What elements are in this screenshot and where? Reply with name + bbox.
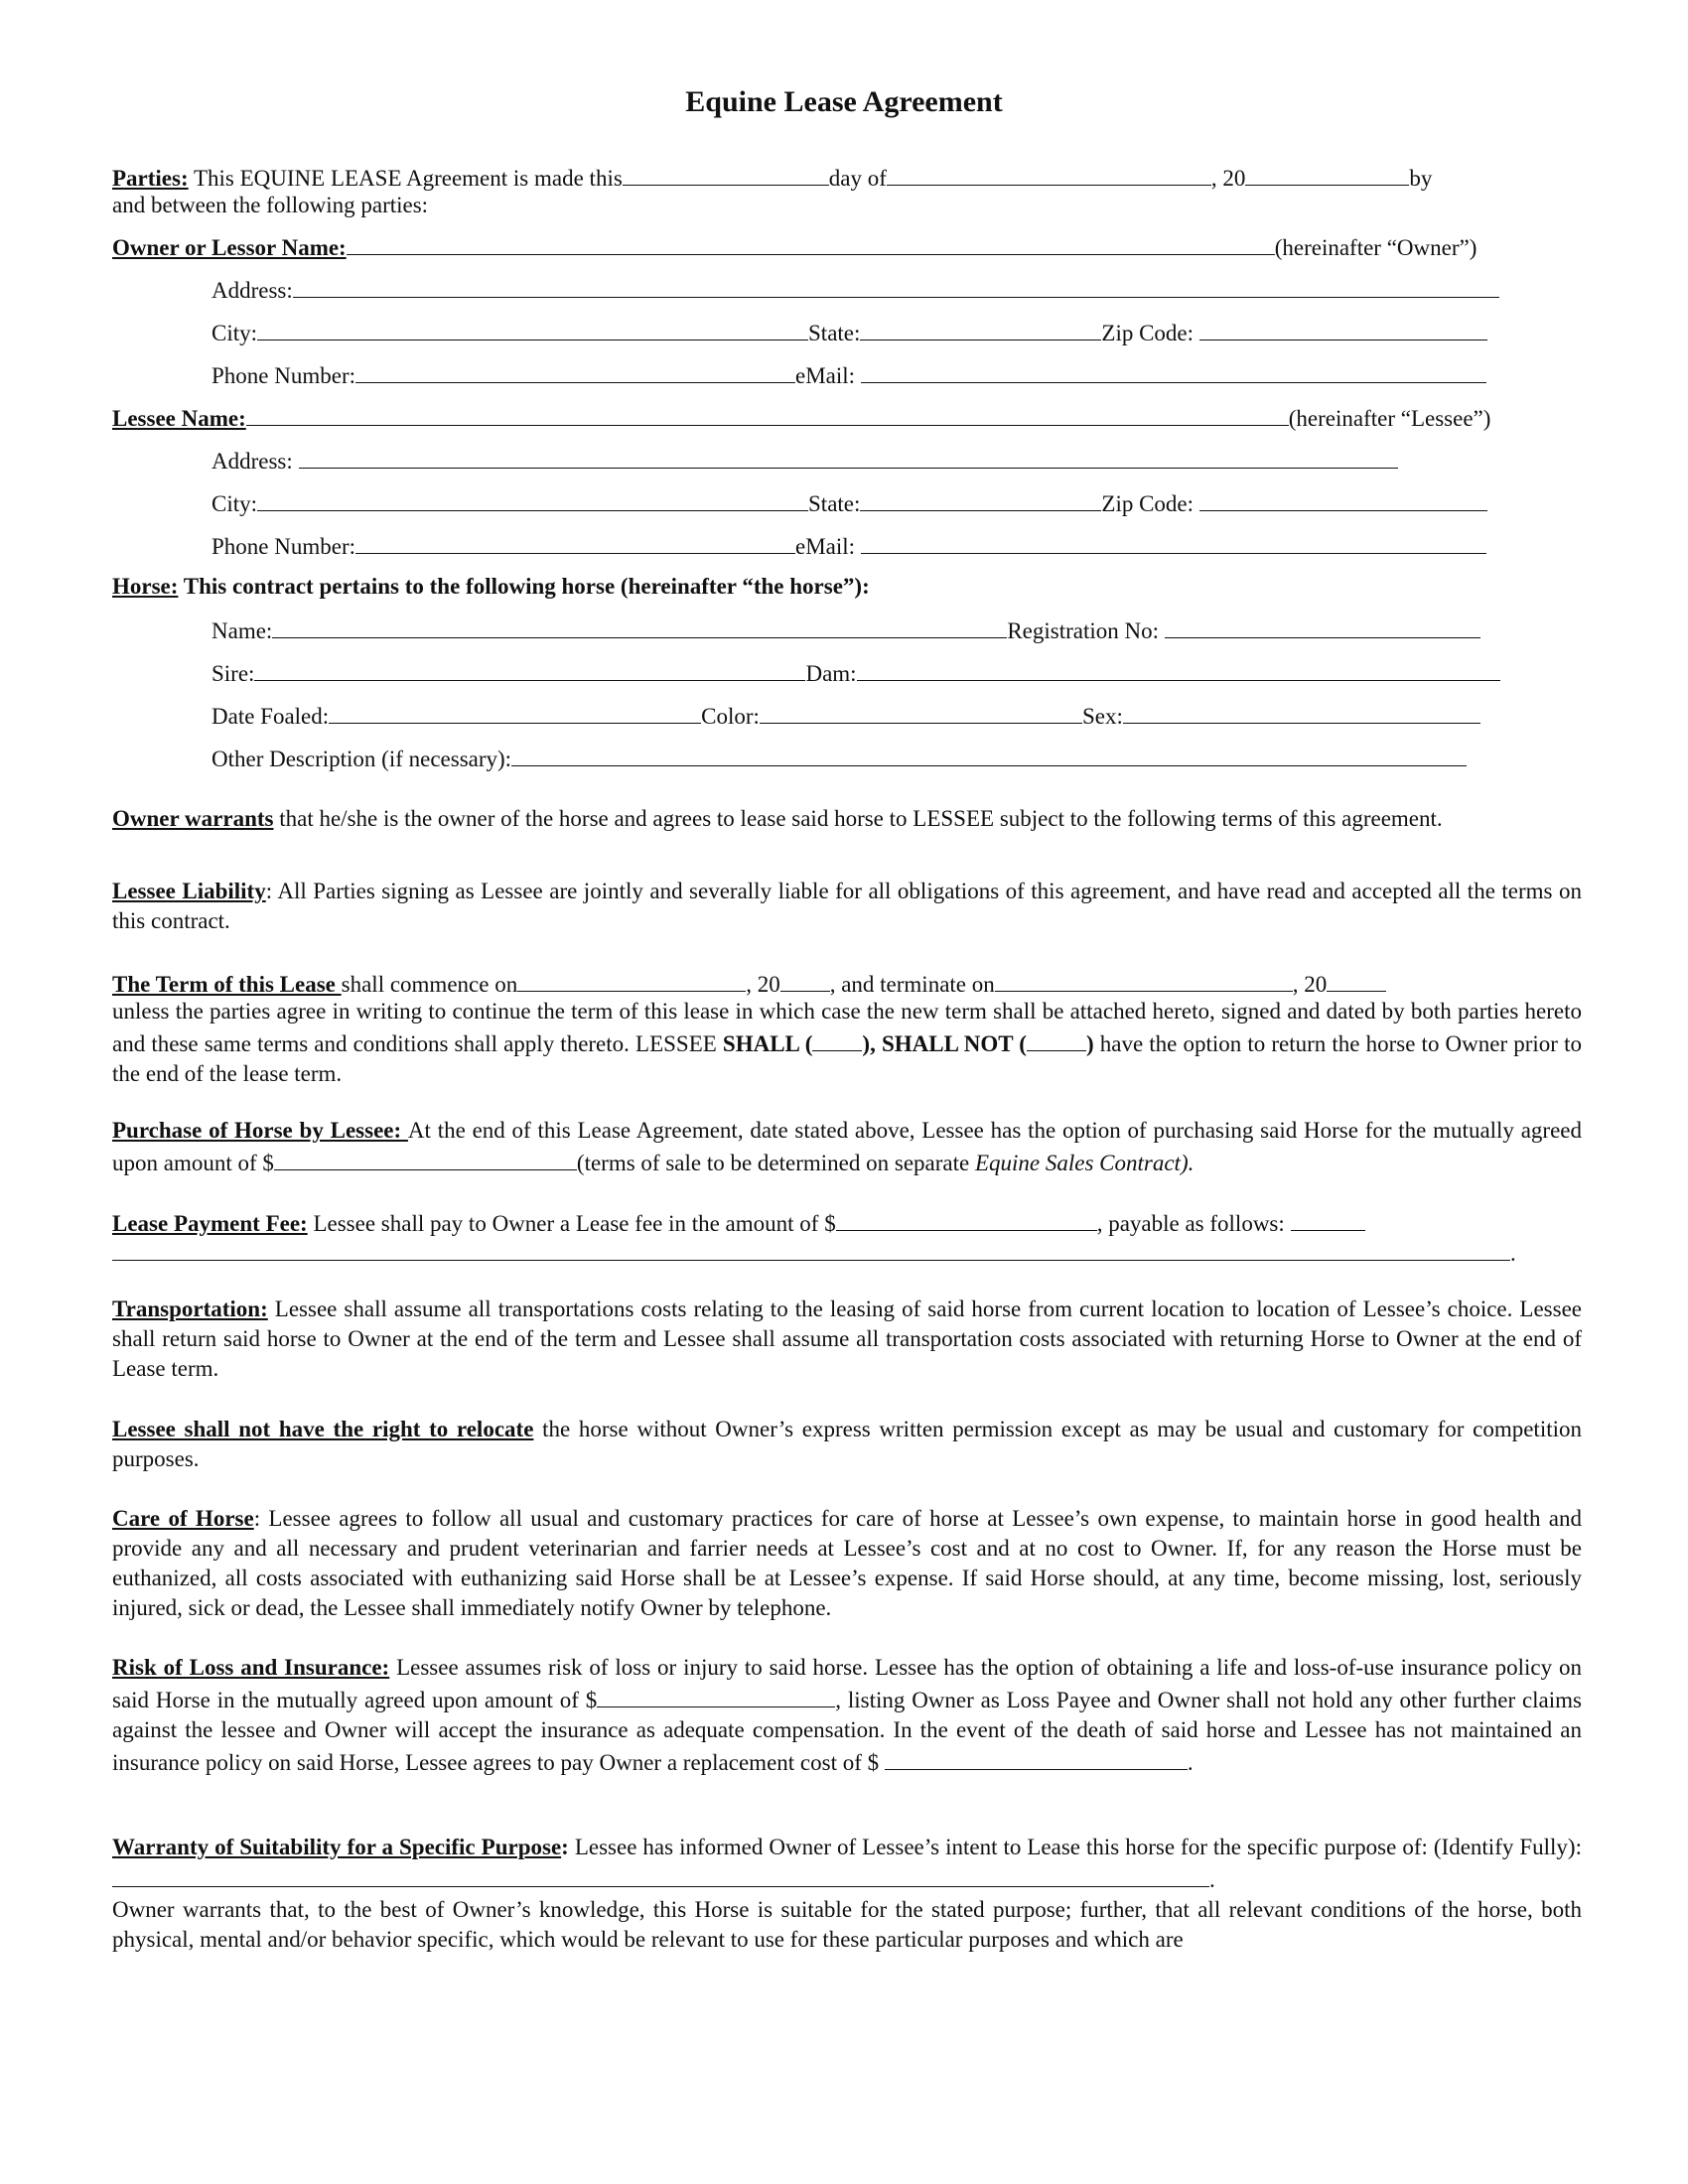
purchase-italic: Equine Sales Contract).	[974, 1151, 1195, 1175]
warranty-heading: Warranty of Suitability for a Specific Purpose	[112, 1835, 562, 1859]
term-text-6: ),	[862, 1031, 882, 1056]
owner-zip-label: Zip Code:	[1101, 321, 1199, 345]
horse-other-label: Other Description (if necessary):	[211, 747, 512, 771]
risk-end: .	[1187, 1750, 1194, 1775]
horse-sire-field[interactable]	[254, 656, 805, 681]
lessee-liability-heading: Lessee Liability	[112, 879, 266, 903]
horse-heading: Horse:	[112, 574, 179, 599]
risk-text-2: , listing Owner as Loss Payee and Owner shall not hold any other further claims against the lessee and Owner will accept the insurance as adequate compensation. In the event of the death of said horse and Lessee has not maintained an insurance policy on said Horse, Lessee agrees to pay Owner a replacement cost of $	[112, 1688, 1582, 1775]
parties-text-1: This EQUINE LEASE Agreement is made this	[188, 166, 623, 191]
fee-line-2	[112, 1236, 1516, 1269]
transport-text: Lessee shall assume all transportations costs relating to the leasing of said horse from current location to location of Lessee’s choice. Lessee shall return said horse to Owner at the end of the term and Lessee shall assume all transportation costs associated with returning Horse to Owner at the end of Lease term.	[112, 1297, 1582, 1381]
owner-email-label: eMail:	[795, 363, 861, 388]
lessee-email-label: eMail:	[795, 534, 861, 559]
owner-name-line	[112, 230, 1477, 263]
term-end-year-field[interactable]	[1327, 967, 1386, 992]
owner-suffix: (hereinafter “Owner”)	[1274, 235, 1477, 260]
transport-para	[112, 1295, 1582, 1384]
horse-other-line	[211, 742, 1467, 774]
term-text-5: unless the parties agree in writing to continue the term of this lease in which case the new term shall be attached hereto, signed and dated by both parties hereto and these same terms and conditions shall apply thereto. LESSEE	[112, 999, 1582, 1056]
owner-zip-field[interactable]	[1199, 316, 1487, 341]
lessee-email-field[interactable]	[861, 529, 1486, 554]
horse-foaled-label: Date Foaled:	[211, 704, 330, 729]
warranty-text-2: Owner warrants that, to the best of Owner’s knowledge, this Horse is suitable for the stated purpose; further, that all relevant conditions of the horse, both physical, mental and/or behavior specific, which would be relevant to use for these particular purposes and which are	[112, 1897, 1582, 1952]
term-text-4: , 20	[1292, 972, 1328, 997]
warranty-para	[112, 1833, 1582, 1955]
horse-name-line	[211, 614, 1480, 646]
lessee-name-label: Lessee Name:	[112, 406, 246, 431]
page-title: Equine Lease Agreement	[685, 85, 1003, 118]
lessee-city-line	[211, 486, 1487, 519]
horse-name-label: Name:	[211, 618, 273, 643]
warranty-text-1: Lessee has informed Owner of Lessee’s intent to Lease this horse for the specific purpose of: (Identify Fully):	[568, 1835, 1582, 1859]
term-end-field[interactable]	[995, 967, 1293, 992]
owner-address-line	[211, 273, 1499, 306]
lessee-state-label: State:	[808, 491, 861, 516]
owner-address-label: Address:	[211, 278, 293, 303]
horse-registration-field[interactable]	[1165, 614, 1480, 638]
shall-blank[interactable]	[812, 1026, 862, 1051]
lessee-liability-text: : All Parties signing as Lessee are jointly and severally liable for all obligations of this agreement, and have read and accepted all the terms on this contract.	[112, 879, 1582, 933]
owner-phone-field[interactable]	[355, 358, 795, 383]
horse-dam-label: Dam:	[805, 661, 857, 686]
insurance-amount-field[interactable]	[597, 1683, 835, 1707]
term-heading: The Term of this Lease	[112, 972, 342, 997]
owner-city-field[interactable]	[257, 316, 808, 341]
care-text: : Lessee agrees to follow all usual and customary practices for care of horse at Lessee’s own expense, to maintain horse in good health and provide any and all necessary and prudent veterinarian and farrier needs at Lessee’s cost and at no cost to Owner. If, for any reason the Horse must be euthanized, all costs associated with euthanizing said Horse shall be at Lessee’s expense. If said Horse should, at any time, become missing, lost, seriously injured, sick or dead, the Lessee shall immediately notify Owner by telephone.	[112, 1506, 1582, 1620]
term-shall: SHALL (	[722, 1031, 813, 1056]
lessee-phone-label: Phone Number:	[211, 534, 356, 559]
fee-line	[112, 1206, 1365, 1239]
lessee-name-line	[112, 401, 1490, 434]
year-blank[interactable]	[1245, 161, 1409, 186]
owner-city-line	[211, 316, 1487, 348]
parties-text-4: by	[1409, 166, 1433, 191]
term-para	[112, 997, 1582, 1089]
relocate-heading: Lessee shall not have the right to relocate	[112, 1417, 534, 1441]
lessee-name-field[interactable]	[246, 401, 1289, 426]
risk-para	[112, 1653, 1582, 1778]
term-text-3: , and terminate on	[829, 972, 995, 997]
horse-other-field[interactable]	[511, 742, 1467, 766]
purpose-field[interactable]	[112, 1862, 1209, 1887]
transport-heading: Transportation:	[112, 1297, 268, 1321]
warranty-end: .	[1209, 1867, 1215, 1892]
horse-sire-label: Sire:	[211, 661, 255, 686]
lessee-city-label: City:	[211, 491, 258, 516]
horse-foaled-line	[211, 699, 1480, 732]
owner-name-label: Owner or Lessor Name:	[112, 235, 347, 260]
lessee-city-field[interactable]	[257, 486, 808, 511]
parties-line-2: and between the following parties:	[112, 193, 429, 217]
owner-phone-label: Phone Number:	[211, 363, 356, 388]
shall-not-blank[interactable]	[1027, 1026, 1086, 1051]
fee-terms-field[interactable]	[1291, 1206, 1365, 1231]
term-text-8: have the option to return the horse to Owner prior to the end of the lease term.	[112, 1031, 1582, 1086]
term-start-year-field[interactable]	[780, 967, 830, 992]
lessee-zip-label: Zip Code:	[1101, 491, 1199, 516]
owner-warrants-para	[112, 804, 1582, 834]
replacement-cost-field[interactable]	[885, 1745, 1188, 1770]
term-text-1: shall commence on	[341, 972, 518, 997]
horse-dam-field[interactable]	[857, 656, 1500, 681]
horse-foaled-field[interactable]	[329, 699, 701, 724]
owner-state-label: State:	[808, 321, 861, 345]
lessee-state-field[interactable]	[860, 486, 1101, 511]
lessee-suffix: (hereinafter “Lessee”)	[1288, 406, 1491, 431]
purchase-text-1: At the end of this Lease Agreement, date stated above, Lessee has the option of purchasing said Horse for the mutually agreed upon amount of $	[112, 1118, 1582, 1175]
purchase-amount-field[interactable]	[274, 1146, 577, 1170]
relocate-text: the horse without Owner’s express written permission except as may be usual and customary for competition purposes.	[112, 1417, 1582, 1471]
risk-heading: Risk of Loss and Insurance:	[112, 1655, 390, 1680]
parties-line	[112, 161, 1432, 194]
owner-phone-line	[211, 358, 1486, 391]
horse-sex-label: Sex:	[1081, 704, 1123, 729]
parties-heading: Parties:	[112, 166, 189, 191]
term-text-2: , 20	[746, 972, 780, 997]
lessee-address-line	[211, 444, 1398, 477]
day-blank[interactable]	[623, 161, 829, 186]
lessee-address-field[interactable]	[299, 444, 1398, 469]
horse-heading-line	[112, 572, 870, 602]
fee-terms-field-2[interactable]	[112, 1236, 1510, 1261]
warranty-colon: :	[561, 1835, 569, 1859]
lessee-phone-field[interactable]	[355, 529, 795, 554]
lessee-liability-para	[112, 877, 1582, 936]
term-text-7: )	[1085, 1031, 1094, 1056]
horse-sex-field[interactable]	[1123, 699, 1480, 724]
owner-warrants-heading: Owner warrants	[112, 806, 274, 831]
fee-text-1: Lessee shall pay to Owner a Lease fee in the amount of $	[307, 1211, 836, 1236]
care-heading: Care of Horse	[112, 1506, 254, 1531]
lessee-phone-line	[211, 529, 1486, 562]
parties-text-2: day of	[828, 166, 887, 191]
purchase-heading: Purchase of Horse by Lessee:	[112, 1118, 408, 1143]
purchase-text-2: (terms of sale to be determined on separate	[576, 1151, 975, 1175]
fee-text-2: , payable as follows:	[1096, 1211, 1291, 1236]
horse-sire-line	[211, 656, 1500, 689]
owner-warrants-text: that he/she is the owner of the horse and agrees to lease said horse to LESSEE subject to the following terms of this agreement.	[273, 806, 1443, 831]
owner-name-field[interactable]	[347, 230, 1275, 255]
horse-registration-label: Registration No:	[1007, 618, 1165, 643]
owner-email-field[interactable]	[861, 358, 1486, 383]
term-start-field[interactable]	[517, 967, 746, 992]
horse-color-field[interactable]	[760, 699, 1082, 724]
term-shall-not: SHALL NOT (	[881, 1031, 1027, 1056]
lessee-address-label: Address:	[211, 449, 299, 474]
horse-color-label: Color:	[701, 704, 760, 729]
care-para	[112, 1504, 1582, 1623]
owner-state-field[interactable]	[860, 316, 1101, 341]
owner-city-label: City:	[211, 321, 258, 345]
fee-amount-field[interactable]	[836, 1206, 1097, 1231]
month-blank[interactable]	[887, 161, 1211, 186]
owner-address-field[interactable]	[293, 273, 1499, 298]
term-line	[112, 967, 1386, 1000]
lessee-zip-field[interactable]	[1199, 486, 1487, 511]
horse-heading-text: This contract pertains to the following horse (hereinafter “the horse”):	[178, 574, 870, 599]
relocate-para	[112, 1415, 1582, 1474]
fee-heading: Lease Payment Fee:	[112, 1211, 308, 1236]
fee-end: .	[1510, 1241, 1516, 1266]
parties-text-3: , 20	[1210, 166, 1246, 191]
horse-name-field[interactable]	[272, 614, 1007, 638]
risk-text-1: Lessee assumes risk of loss or injury to said horse. Lessee has the option of obtaining a life and loss-of-use insurance policy on said Horse in the mutually agreed upon amount of $	[112, 1655, 1582, 1712]
purchase-para	[112, 1116, 1582, 1178]
